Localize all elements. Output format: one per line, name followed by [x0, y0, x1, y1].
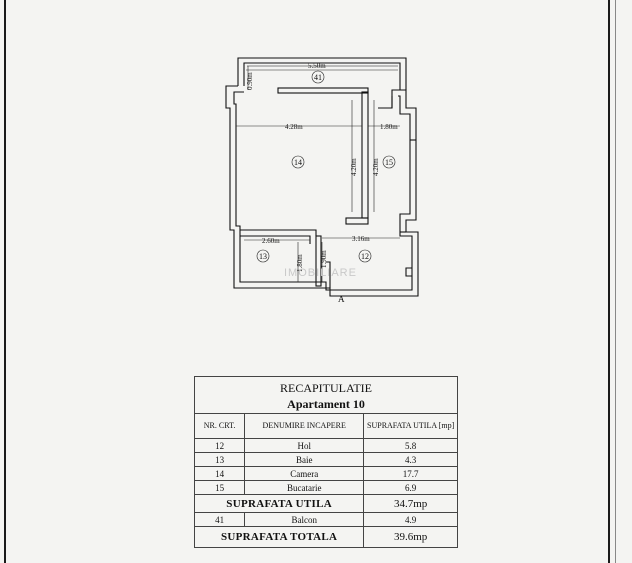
- north-arrow-icon: A: [338, 294, 345, 304]
- row-name: Baie: [245, 453, 364, 467]
- row-nr: 15: [195, 481, 245, 495]
- dim-kitchen-height: 4.20m: [372, 158, 380, 176]
- useful-area-value: 34.7mp: [364, 495, 458, 513]
- dim-room-width: 4.28m: [285, 123, 303, 131]
- row-nr: 14: [195, 467, 245, 481]
- partition-room-kitchen: [362, 92, 368, 218]
- row-name: Balcon: [245, 513, 364, 527]
- watermark: IMOBILIARE: [284, 267, 357, 279]
- useful-area-row: [195, 495, 458, 513]
- table-header-row: [195, 414, 458, 439]
- bath-wall: [240, 230, 316, 236]
- row-area: 5.8: [364, 439, 458, 453]
- table-row: [195, 467, 458, 481]
- room-number-bucatarie: 15: [385, 158, 393, 167]
- dim-bath-width: 2.60m: [262, 237, 280, 245]
- header-name: DENUMIRE INCAPERE: [245, 414, 364, 439]
- row-name: Bucatarie: [245, 481, 364, 495]
- row-name: Camera: [245, 467, 364, 481]
- table-row: [195, 453, 458, 467]
- room-number-camera: 14: [294, 158, 302, 167]
- partition-top: [278, 88, 368, 93]
- header-nr: NR. CRT.: [195, 414, 245, 439]
- row-nr: 41: [195, 513, 245, 527]
- table-row: [195, 513, 458, 527]
- table-row: [195, 481, 458, 495]
- row-nr: 12: [195, 439, 245, 453]
- row-area: 6.9: [364, 481, 458, 495]
- header-area: SUPRAFATA UTILA [mp]: [364, 414, 458, 439]
- room-number-baie: 13: [259, 252, 267, 261]
- row-name: Hol: [245, 439, 364, 453]
- dim-hall-height: 1.90m: [320, 250, 328, 268]
- total-area-row: [195, 527, 458, 548]
- total-area-value: 39.6mp: [364, 527, 458, 548]
- dim-kitchen-width: 1.80m: [380, 123, 398, 131]
- table-row: [195, 439, 458, 453]
- useful-area-label: SUPRAFATA UTILA: [195, 495, 364, 513]
- dim-bath-height: 1.80m: [296, 254, 304, 272]
- apartment-name: Apartament 10: [195, 395, 458, 414]
- row-area: 4.3: [364, 453, 458, 467]
- row-area: 4.9: [364, 513, 458, 527]
- room-number-hol: 12: [361, 252, 369, 261]
- row-area: 17.7: [364, 467, 458, 481]
- dim-hall-width: 3.16m: [352, 235, 370, 243]
- recap-table: [194, 376, 458, 548]
- dim-balcony-depth: 0.90m: [246, 72, 254, 90]
- row-nr: 13: [195, 453, 245, 467]
- dim-room-height: 4.20m: [350, 158, 358, 176]
- room-number-balcony: 41: [314, 73, 322, 82]
- total-area-label: SUPRAFATA TOTALA: [195, 527, 364, 548]
- recap-title: RECAPITULATIE: [195, 377, 458, 396]
- dim-balcony-width: 5.50m: [308, 62, 326, 70]
- partition-room-hall: [346, 218, 368, 224]
